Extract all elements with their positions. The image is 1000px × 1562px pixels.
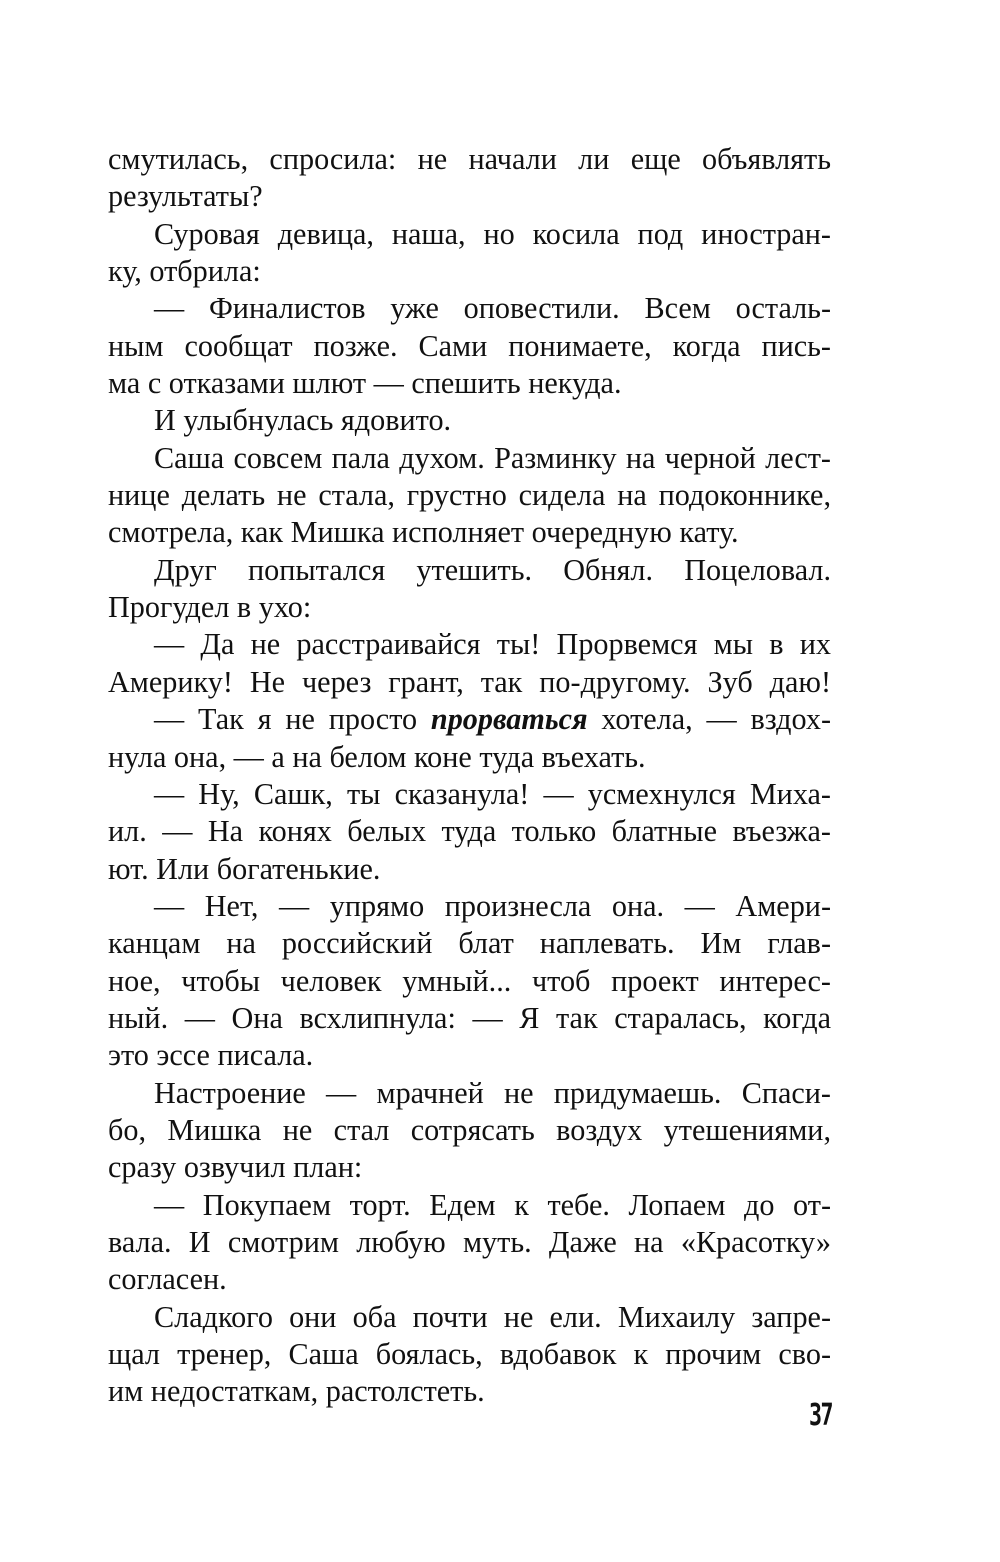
text-line: Саша совсем пала духом. Разминку на черной лест- [154, 440, 831, 475]
text-line: Друг попытался утешить. Обнял. Поцеловал. [154, 552, 831, 587]
text-line: И улыбнулась ядовито. [154, 403, 452, 438]
text-segment: хотела, — вздох- [587, 702, 831, 737]
text-line: бо, Мишка не стал сотрясать воздух утешениями, [108, 1112, 831, 1147]
text-line: ил. — На конях белых туда только блатные въезжа- [108, 814, 831, 849]
text-line: ный. — Она всхлипнула: — Я так старалась, когда [108, 1000, 831, 1035]
text-line: ку, отбрила: [108, 254, 261, 289]
emphasized-word: прорваться [430, 702, 588, 737]
text-line: Сладкого они оба почти не ели. Михаилу запре- [154, 1299, 831, 1334]
text-line: — Ну, Сашк, ты сказанула! — усмехнулся Миха- [154, 776, 831, 811]
text-line: канцам на российский блат наплевать. Им глав- [108, 926, 831, 961]
text-line: щал тренер, Саша боялась, вдобавок к прочим сво- [108, 1337, 831, 1371]
text-line: результаты? [108, 179, 263, 214]
text-line: Суровая девица, наша, но косила под иностран- [154, 216, 831, 251]
text-line: Америку! Не через грант, так по-другому. Зуб даю! [108, 664, 831, 699]
text-line: — Финалистов уже оповестили. Всем осталь- [154, 291, 831, 326]
text-segment: — Так я не просто [154, 702, 431, 737]
text-line: смотрела, как Мишка исполняет очередную кату. [108, 515, 739, 550]
text-line: ное, чтобы человек умный... чтоб проект интерес- [108, 963, 831, 998]
page-number: 37 [808, 1398, 833, 1433]
text-line: нула она, — а на белом коне туда въехать. [108, 739, 646, 774]
text-line: — Нет, — упрямо произнесла она. — Амери- [154, 888, 831, 923]
text-line: это эссе писала. [108, 1038, 314, 1073]
text-line: — Покупаем торт. Едем к тебе. Лопаем до от- [154, 1187, 831, 1222]
text-line: вала. И смотрим любую муть. Даже на «Красотку» [108, 1224, 831, 1259]
text-line: сразу озвучил план: [108, 1150, 363, 1185]
text-line [108, 701, 831, 738]
text-line: согласен. [108, 1262, 227, 1297]
text-line: ют. Или богатенькие. [108, 851, 381, 886]
text-line: — Да не расстраивайся ты! Прорвемся мы в их [154, 627, 831, 662]
text-line: Прогудел в ухо: [108, 590, 312, 625]
text-line: смутилась, спросила: не начали ли еще объявлять [108, 142, 831, 176]
text-line: им недостаткам, растолстеть. [108, 1374, 485, 1409]
text-line: нице делать не стала, грустно сидела на подоконнике, [108, 478, 831, 513]
text-line: ма с отказами шлют — спешить некуда. [108, 366, 622, 401]
body-text [108, 141, 831, 1411]
text-line: ным сообщат позже. Сами понимаете, когда пись- [108, 328, 831, 363]
text-line: Настроение — мрачней не придумаешь. Спаси- [154, 1075, 831, 1110]
